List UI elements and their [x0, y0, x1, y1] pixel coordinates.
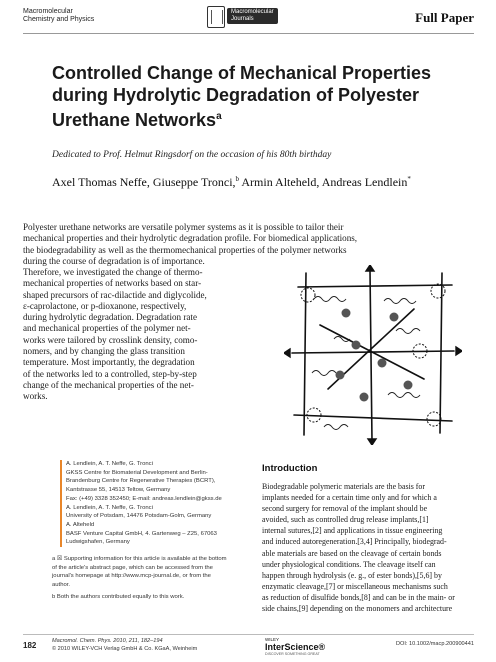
- degradation-particle: [404, 381, 413, 390]
- title-line1: Controlled Change of Mechanical Properties: [52, 63, 432, 83]
- wavy-segment: [396, 329, 420, 334]
- article-title: [52, 62, 462, 131]
- title-line3: Urethane Networks$^a$: [52, 110, 222, 130]
- title-footnote-mark: a: [216, 111, 222, 122]
- wavy-segment: [314, 297, 346, 302]
- wavy-segment: [312, 371, 336, 376]
- wavy-segment: [388, 393, 420, 398]
- degradation-particle: [336, 371, 345, 380]
- header-rule: [23, 33, 474, 34]
- stretch-arrow-icon: [284, 349, 290, 357]
- affiliations: A. Lendlein, A. T. Neffe, G. Tronci GKSS Centre for Biomaterial Development and Berlin- Brandenburg Centre for Regenerative Therapies (BCRT), Kantstrasse 55, 14513 Teltow, Germany Fax: (+49) 3328 352450; E-mail: andreas.lendlein@gkss.de A. Lendlein, A. T. Neffe, G. Tronci University of Potsdam, 14476 Potsdam-Golm, Germany A. Alteheld BASF Venture Capital GmbH, 4. Gartenweg – Z25, 67063 Ludwigshafen, Germany: [60, 460, 262, 547]
- crosslink-node: [427, 412, 441, 426]
- journal-name: [23, 8, 94, 24]
- degradation-particle: [378, 359, 387, 368]
- publisher-logo: WILEY InterScience® DISCOVER SOMETHING GREAT: [265, 637, 326, 656]
- doi: DOI: 10.1002/macp.200900441: [395, 641, 474, 647]
- network-chain: [304, 273, 306, 435]
- author: Armin Alteheld,: [241, 175, 320, 189]
- footnotes: a ☒ Supporting information for this article is available at the bottom of the article's abstract page, which can be accessed from the journal's homepage at http://www.mcp-journal.de, or from the author. b Both the authors contributed equally to this work.: [52, 556, 227, 600]
- author: Axel Thomas Neffe,: [52, 175, 150, 189]
- page-number: 182: [23, 641, 37, 650]
- polymer-network-figure: [284, 265, 462, 445]
- footer-citation: Macromol. Chem. Phys. 2010, 211, 182–194 © 2010 WILEY-VCH Verlag GmbH & Co. KGaA, Weinheim: [52, 638, 198, 652]
- title-line2: during Hydrolytic Degradation of Polyester: [52, 85, 420, 105]
- network-chain: [294, 415, 452, 421]
- logo-line2: Journals: [231, 16, 254, 22]
- degradation-particle: [360, 393, 369, 402]
- logo-line1: Macromolecular: [231, 9, 274, 15]
- dedication: Dedicated to Prof. Helmut Ringsdorf on the occasion of his 80th birthday: [52, 150, 332, 160]
- stretch-arrow-icon: [366, 265, 374, 271]
- journal-name-line1: Macromolecular: [23, 8, 73, 15]
- journal-name-line2: Chemistry and Physics: [23, 16, 95, 23]
- author-list: [52, 175, 411, 190]
- abstract-full-width: Polyester urethane networks are versatile polymer systems as it is possible to tailor their mechanical properties and their hydrolytic degradation profile. For biomedical applications, the biodegradability as well as the thermomechanical properties of the polymer networks during the course of degradation is of importance.: [23, 222, 358, 266]
- stretch-arrow-icon: [368, 439, 376, 445]
- logo-emblem-icon: [207, 6, 225, 28]
- section-label: Full Paper: [415, 10, 474, 25]
- logo-badge: [227, 8, 278, 24]
- wavy-segment: [384, 299, 416, 304]
- introduction-heading: Introduction: [262, 463, 318, 474]
- author: Andreas Lendlein*: [321, 175, 411, 189]
- degradation-particle: [342, 309, 351, 318]
- degradation-particle: [352, 341, 361, 350]
- network-chain: [370, 271, 372, 441]
- stretch-arrow-icon: [456, 347, 462, 355]
- journal-logo: [205, 4, 285, 28]
- network-chain: [298, 285, 452, 287]
- degradation-particle: [390, 313, 399, 322]
- author: Giuseppe Tronci,$^b$: [152, 175, 240, 189]
- crosslink-node: [301, 288, 315, 302]
- crosslink-node: [431, 284, 445, 298]
- footer-rule: [23, 634, 474, 635]
- wavy-segment: [324, 425, 348, 430]
- abstract-narrow: Therefore, we investigated the change of thermo- mechanical properties of networks based on star- shaped precursors of rac-dilactide and diglycolide, ε-caprolactone, or p-dioxanone, respectively, during hydrolytic degradation. Degradation rate and mechanical properties of the polymer net- works were tailored by crosslink density, como- nomers, and by changing the glass transition temperature. Most importantly, the degradation of the networks led to a controlled, step-by-step change of the mechanical properties of the net- works.: [23, 267, 207, 402]
- introduction-body: Biodegradable polymeric materials are the basis for implants needed for a certain time only and for which a second surgery for removal of the implant should be avoided, such as controlled drug release implants,[1] internal sutures,[2] and applications in tissue engineering and induced autoregeneration.[3,4] Principally, biodegrad- able materials are based on the cleavage of certain bonds under physiological conditions. The cleavage itself can happen through hydrolysis (e. g., of ester bonds),[5,6] by enzymatic cleavage,[7] or miscellaneous mechanisms such as reduction of disulfide bonds,[8] and can be in the main- or side chains,[9] depending on the monomers and architecture: [262, 482, 455, 614]
